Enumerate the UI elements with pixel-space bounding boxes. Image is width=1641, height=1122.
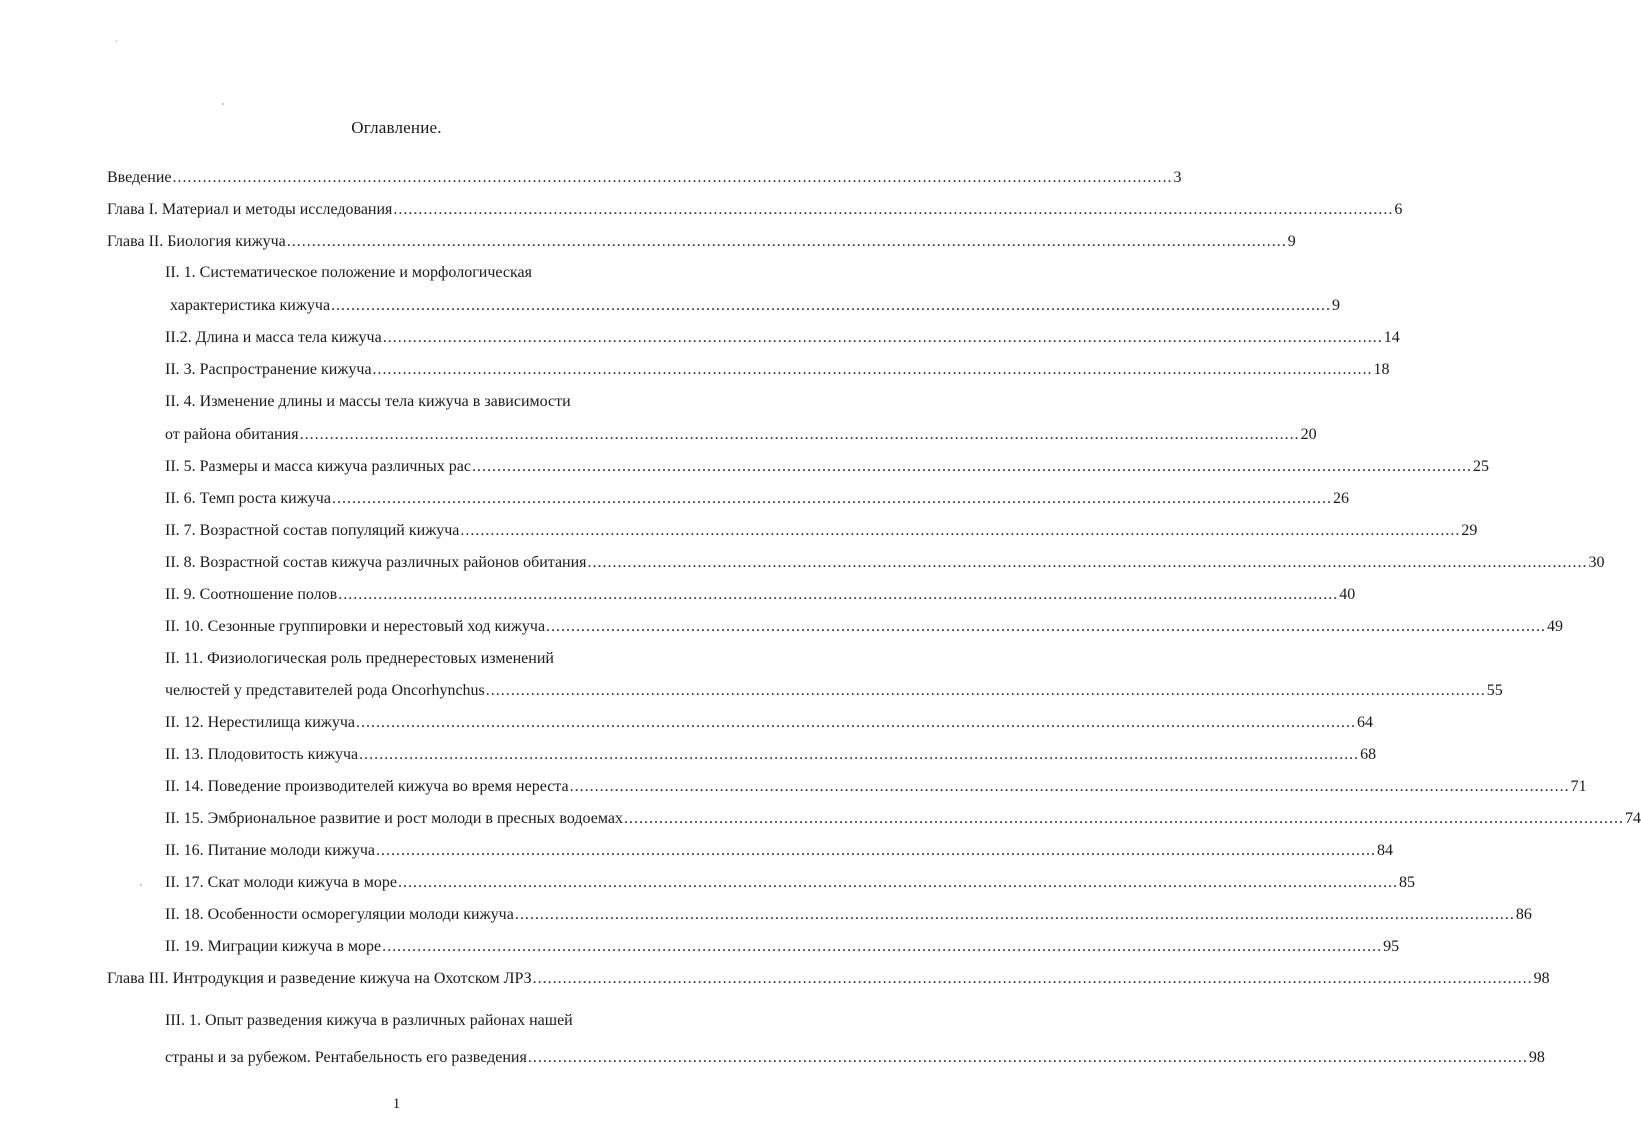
toc-entry-page: 98 (1533, 970, 1550, 987)
toc-entry-page: 14 (1383, 329, 1400, 346)
toc-entry-label: II. 3. Распространение кижуча (165, 361, 372, 378)
toc-leader-dots: ........................................................................................................................................................................................................ (569, 778, 1570, 795)
toc-entry-label: II. 9. Соотношение полов (165, 586, 338, 603)
toc-entry-page: 20 (1300, 426, 1317, 443)
toc-entry-label: II. 8. Возрастной состав кижуча различных районов обитания (165, 554, 587, 571)
toc-entry-2-18[interactable] (165, 905, 1532, 925)
toc-entry-label: челюстей у представителей рода Oncorhynchus (165, 682, 485, 699)
toc-entry-chapter-3[interactable] (107, 969, 1550, 989)
scan-speck (116, 40, 117, 42)
toc-entry-label: II. 19. Миграции кижуча в море (165, 938, 382, 955)
toc-entry-label: II.2. Длина и масса тела кижуча (165, 329, 382, 346)
toc-entry-page: 18 (1373, 361, 1390, 378)
toc-leader-dots: ........................................................................................................................................................................................................ (355, 714, 1356, 731)
toc-entry-2-14[interactable] (165, 777, 1587, 797)
toc-leader-dots: ........................................................................................................................................................................................................ (299, 426, 1300, 443)
toc-entry-2-8[interactable] (165, 553, 1605, 573)
toc-leader-dots: ........................................................................................................................................................................................................ (623, 810, 1624, 827)
toc-leader-dots: ........................................................................................................................................................................................................ (331, 297, 1332, 314)
toc-leader-dots: ........................................................................................................................................................................................................ (527, 1049, 1528, 1066)
toc-entry-page: 86 (1515, 906, 1532, 923)
toc-entry-label: Введение (107, 169, 172, 186)
toc-leader-dots: ........................................................................................................................................................................................................ (331, 490, 1332, 507)
toc-entry-2-16[interactable] (165, 841, 1393, 861)
toc-entry-page: 3 (1173, 169, 1182, 186)
toc-entry-2-17[interactable] (165, 873, 1415, 893)
toc-entry-2-4[interactable] (165, 425, 1317, 445)
toc-entry-2-3[interactable] (165, 360, 1390, 380)
toc-entry-3-1[interactable] (165, 1048, 1545, 1068)
toc-entry-2-10[interactable] (165, 617, 1564, 637)
toc-entry-line1: II. 1. Систематическое положение и морфологическая (165, 264, 532, 281)
toc-leader-dots: ........................................................................................................................................................................................................ (546, 618, 1547, 635)
toc-entry-label: II. 15. Эмбриональное развитие и рост молоди в пресных водоемах (165, 810, 623, 827)
toc-entry-page: 55 (1486, 682, 1503, 699)
toc-entry-2-11[interactable] (165, 681, 1503, 701)
page-title: Оглавление. (351, 118, 442, 137)
toc-entry-page: 84 (1376, 842, 1393, 859)
toc-entry-line1: II. 4. Изменение длины и массы тела кижуча в зависимости (165, 393, 571, 410)
toc-entry-2-2[interactable] (165, 328, 1400, 348)
toc-entry-label: II. 5. Размеры и масса кижуча различных рас (165, 458, 471, 475)
toc-entry-page: 26 (1332, 490, 1349, 507)
toc-entry-page: 9 (1287, 233, 1296, 250)
toc-entry-chapter-2[interactable] (107, 232, 1296, 252)
toc-leader-dots: ........................................................................................................................................................................................................ (514, 906, 1515, 923)
toc-entry-label: страны и за рубежом. Рентабельность его разведения (165, 1049, 527, 1066)
toc-entry-2-13[interactable] (165, 745, 1377, 765)
toc-entry-label: от района обитания (165, 426, 299, 443)
toc-entry-label: II. 10. Сезонные группировки и нерестовый ход кижуча (165, 618, 546, 635)
toc-leader-dots: ........................................................................................................................................................................................................ (372, 361, 1373, 378)
toc-leader-dots: ........................................................................................................................................................................................................ (485, 682, 1486, 699)
toc-entry-introduction[interactable] (107, 168, 1182, 188)
toc-entry-2-15[interactable] (165, 809, 1641, 829)
toc-leader-dots: ........................................................................................................................................................................................................ (382, 329, 1383, 346)
toc-entry-page: 9 (1332, 297, 1341, 314)
toc-entry-label: II. 17. Скат молоди кижуча в море (165, 874, 397, 891)
toc-leader-dots: ........................................................................................................................................................................................................ (382, 938, 1383, 955)
toc-entry-page: 29 (1461, 522, 1478, 539)
toc-entry-line1: II. 11. Физиологическая роль преднерестовых изменений (165, 650, 554, 667)
toc-leader-dots: ........................................................................................................................................................................................................ (587, 554, 1588, 571)
scan-speck (222, 103, 224, 105)
toc-entry-page: 71 (1570, 778, 1587, 795)
toc-leader-dots: ........................................................................................................................................................................................................ (338, 586, 1339, 603)
toc-leader-dots: ........................................................................................................................................................................................................ (393, 201, 1394, 218)
toc-entry-label: II. 12. Нерестилища кижуча (165, 714, 355, 731)
toc-entry-label: II. 16. Питание молоди кижуча (165, 842, 375, 859)
toc-entry-page: 95 (1383, 938, 1400, 955)
toc-leader-dots: ........................................................................................................................................................................................................ (398, 874, 1398, 891)
toc-entry-label: Глава II. Биология кижуча (107, 233, 286, 250)
toc-entry-chapter-1[interactable] (107, 200, 1403, 220)
toc-entry-label: II. 6. Темп роста кижуча (165, 490, 331, 507)
toc-entry-page: 98 (1528, 1049, 1545, 1066)
toc-entry-2-5[interactable] (165, 457, 1489, 477)
toc-entry-label: Глава I. Материал и методы исследования (107, 201, 393, 218)
toc-entry-2-7[interactable] (165, 521, 1478, 541)
toc-entry-page: 6 (1394, 201, 1403, 218)
toc-entry-2-1[interactable] (170, 296, 1341, 316)
toc-entry-label: II. 13. Плодовитость кижуча (165, 746, 359, 763)
toc-entry-page: 64 (1356, 714, 1373, 731)
toc-entry-page: 68 (1360, 746, 1377, 763)
toc-leader-dots: ........................................................................................................................................................................................................ (359, 746, 1360, 763)
toc-entry-label: II. 7. Возрастной состав популяций кижуча (165, 522, 460, 539)
toc-leader-dots: ........................................................................................................................................................................................................ (532, 970, 1533, 987)
toc-leader-dots: ........................................................................................................................................................................................................ (460, 522, 1461, 539)
toc-entry-label: II. 18. Особенности осморегуляции молоди кижуча (165, 906, 514, 923)
toc-leader-dots: ........................................................................................................................................................................................................ (172, 169, 1173, 186)
toc-entry-label: Глава III. Интродукция и разведение кижуча на Охотском ЛРЗ (107, 970, 532, 987)
toc-entry-2-9[interactable] (165, 585, 1356, 605)
scan-speck (140, 884, 142, 886)
page-number: 1 (392, 1096, 401, 1112)
toc-leader-dots: ........................................................................................................................................................................................................ (375, 842, 1376, 859)
toc-entry-page: 25 (1472, 458, 1489, 475)
toc-entry-2-19[interactable] (165, 937, 1400, 957)
toc-entry-line1: III. 1. Опыт разведения кижуча в различных районах нашей (165, 1012, 573, 1029)
toc-entry-page: 40 (1339, 586, 1356, 603)
toc-entry-label: II. 14. Поведение производителей кижуча во время нереста (165, 778, 569, 795)
toc-leader-dots: ........................................................................................................................................................................................................ (471, 458, 1472, 475)
toc-entry-2-12[interactable] (165, 713, 1373, 733)
toc-leader-dots: ........................................................................................................................................................................................................ (286, 233, 1287, 250)
toc-entry-page: 74 (1624, 810, 1641, 827)
toc-entry-label: характеристика кижуча (170, 297, 331, 314)
toc-entry-page: 49 (1547, 618, 1564, 635)
toc-entry-page: 85 (1399, 874, 1415, 891)
toc-entry-2-6[interactable] (165, 489, 1349, 509)
toc-entry-page: 30 (1588, 554, 1605, 571)
